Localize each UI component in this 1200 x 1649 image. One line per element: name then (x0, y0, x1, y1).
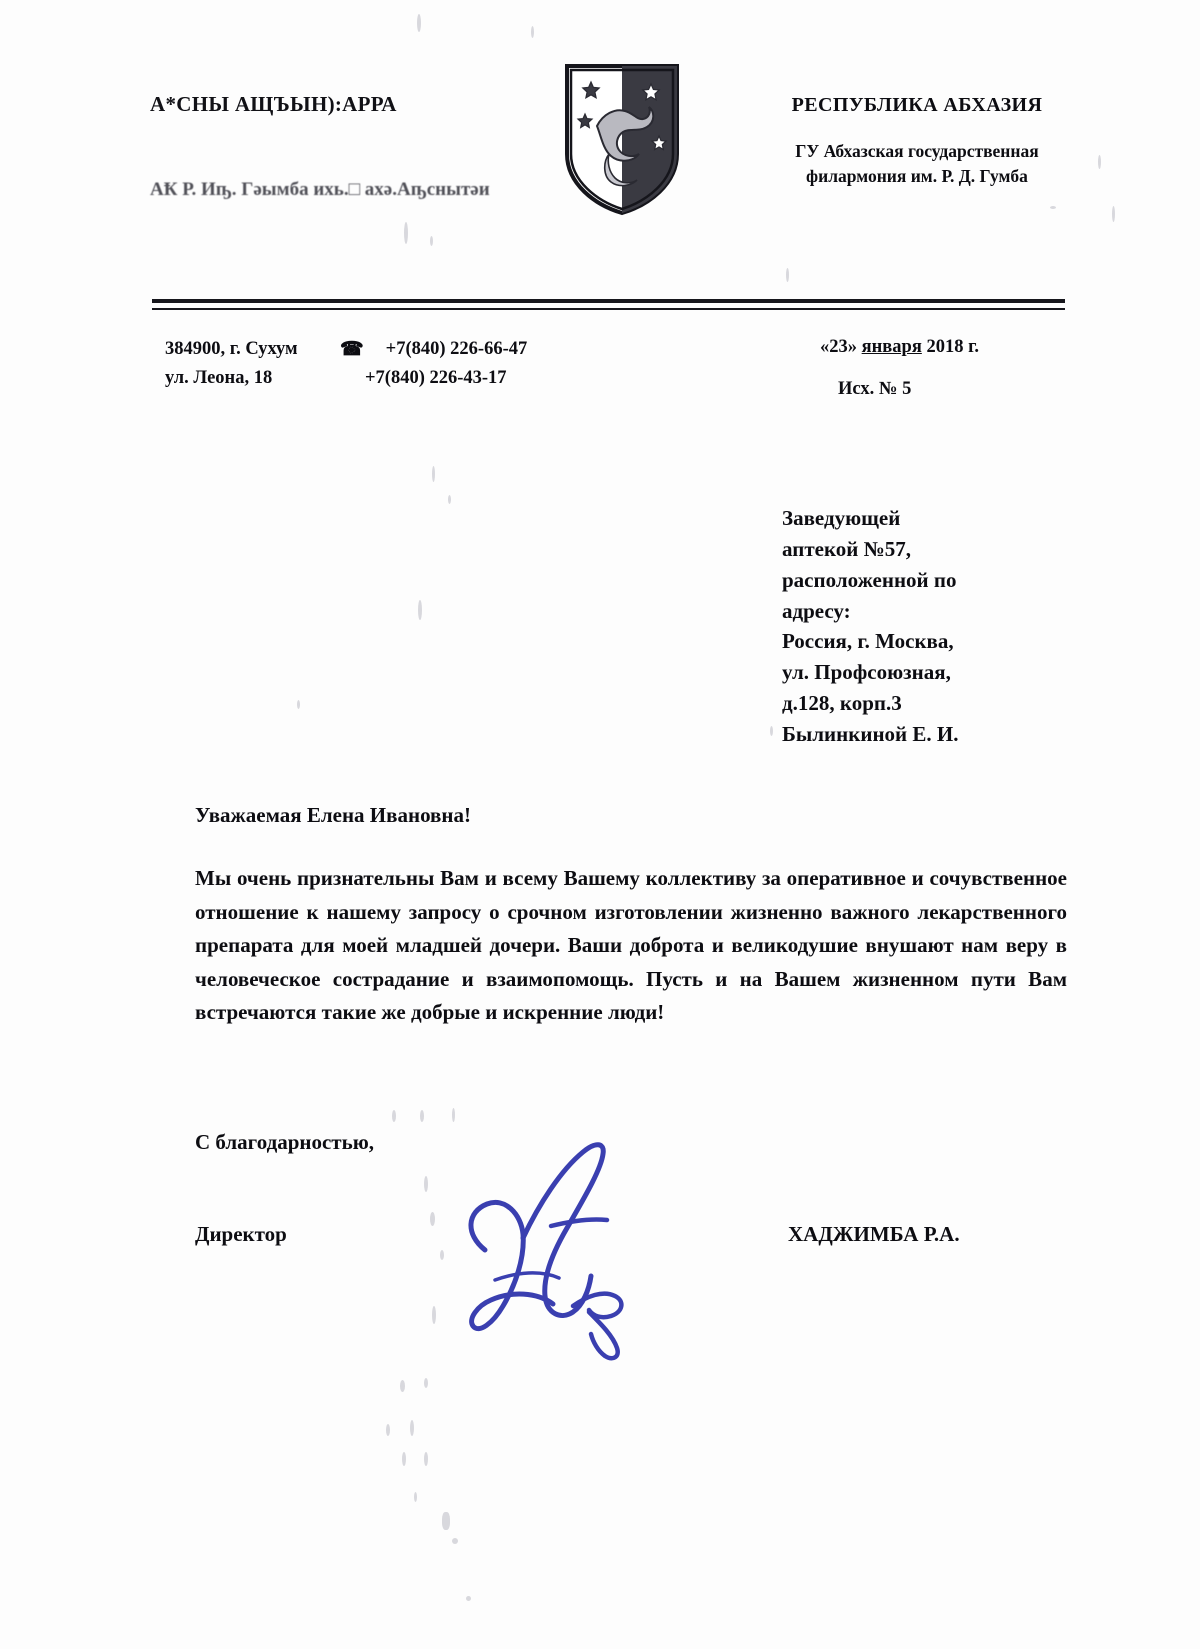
address-line-1: 384900, г. Сухум (165, 339, 298, 359)
addressee-line-7: д.128, корп.3 (782, 691, 902, 716)
header-divider-thin (152, 308, 1065, 310)
scan-speck (531, 26, 534, 38)
scan-speck (770, 726, 773, 736)
addressee-block (782, 503, 1082, 750)
letterhead-header (0, 62, 1200, 252)
document-meta (820, 334, 979, 404)
handwritten-signature-icon (455, 1130, 670, 1365)
scan-speck (420, 1110, 424, 1122)
abkhaz-subtitle: АҞ Р. Иҧ. Гәымба ихь.□ ахә.Аҧснытәи (150, 179, 490, 200)
scan-speck (424, 1176, 428, 1192)
phone-number-2: +7(840) 226-43-17 (365, 367, 507, 388)
scan-speck (432, 466, 435, 482)
letterhead-abkhaz (150, 92, 530, 201)
scan-speck (400, 1380, 405, 1392)
coat-of-arms-icon (563, 62, 681, 217)
letter-body: Мы очень признательны Вам и всему Вашему коллективу за оперативное и сочувственное отношение к нашему запросу о срочном изготовлении жизненно важного лекарственного препарата для моей младшей дочери. Ваши доброта и великодушие внушают нам веру в человеческое сострадание и взаимопомощь. Пусть и на Вашем жизненном пути Вам встречаются такие же добрые и искренние люди! (195, 866, 1067, 1025)
scan-speck (392, 1110, 396, 1122)
scan-speck (417, 14, 421, 32)
phone-number-1: +7(840) 226-66-47 (385, 339, 528, 359)
scan-speck (402, 1452, 406, 1466)
address-line-2: ул. Леона, 18 (165, 367, 273, 388)
republic-title: РЕСПУБЛИКА АБХАЗИЯ (791, 94, 1043, 116)
scan-speck (442, 1512, 450, 1530)
scan-speck (418, 600, 422, 620)
scan-speck (786, 268, 789, 282)
scan-speck (448, 495, 451, 504)
addressee-line-8: Былинкиной Е. И. (782, 722, 959, 747)
abkhaz-title: А*СНЫ АЩЪЫН):АРРА (150, 92, 397, 116)
scan-speck (452, 1108, 455, 1122)
signer-title: Директор (195, 1222, 287, 1246)
scan-speck (466, 1596, 471, 1601)
header-divider-thick (152, 299, 1065, 303)
addressee-line-4: адресу: (782, 598, 851, 623)
scan-speck (414, 1492, 417, 1502)
scan-speck (424, 1452, 428, 1466)
organization-line-2: филармония им. Р. Д. Гумба (806, 166, 1028, 187)
scan-speck (297, 700, 300, 709)
scan-speck (410, 1420, 414, 1436)
salutation: Уважаемая Елена Ивановна! (195, 803, 471, 827)
date-year: 2018 г. (926, 337, 980, 357)
date-month: января (861, 337, 922, 357)
phone-icon: ☎ (340, 339, 364, 360)
scan-speck (430, 1212, 435, 1226)
contact-block (165, 334, 527, 392)
addressee-line-5: Россия, г. Москва, (782, 629, 954, 654)
addressee-line-1: Заведующей (782, 506, 901, 530)
outgoing-number: Исх. № 5 (838, 378, 912, 399)
scan-speck (432, 1306, 436, 1324)
closing-phrase: С благодарностью, (195, 1130, 375, 1154)
addressee-line-6: ул. Профсоюзная, (782, 660, 951, 685)
organization-line-1: ГУ Абхазская государственная (795, 141, 1039, 161)
signer-name: ХАДЖИМБА Р.А. (788, 1222, 960, 1246)
addressee-line-2: аптекой №57, (782, 536, 911, 561)
scan-speck (386, 1424, 390, 1436)
scan-speck (424, 1378, 428, 1388)
scan-speck (452, 1538, 458, 1544)
scan-speck (440, 1250, 444, 1260)
addressee-line-3: расположенной по (782, 567, 957, 592)
letterhead-russian (742, 94, 1092, 190)
date-day: «23» (820, 337, 857, 357)
